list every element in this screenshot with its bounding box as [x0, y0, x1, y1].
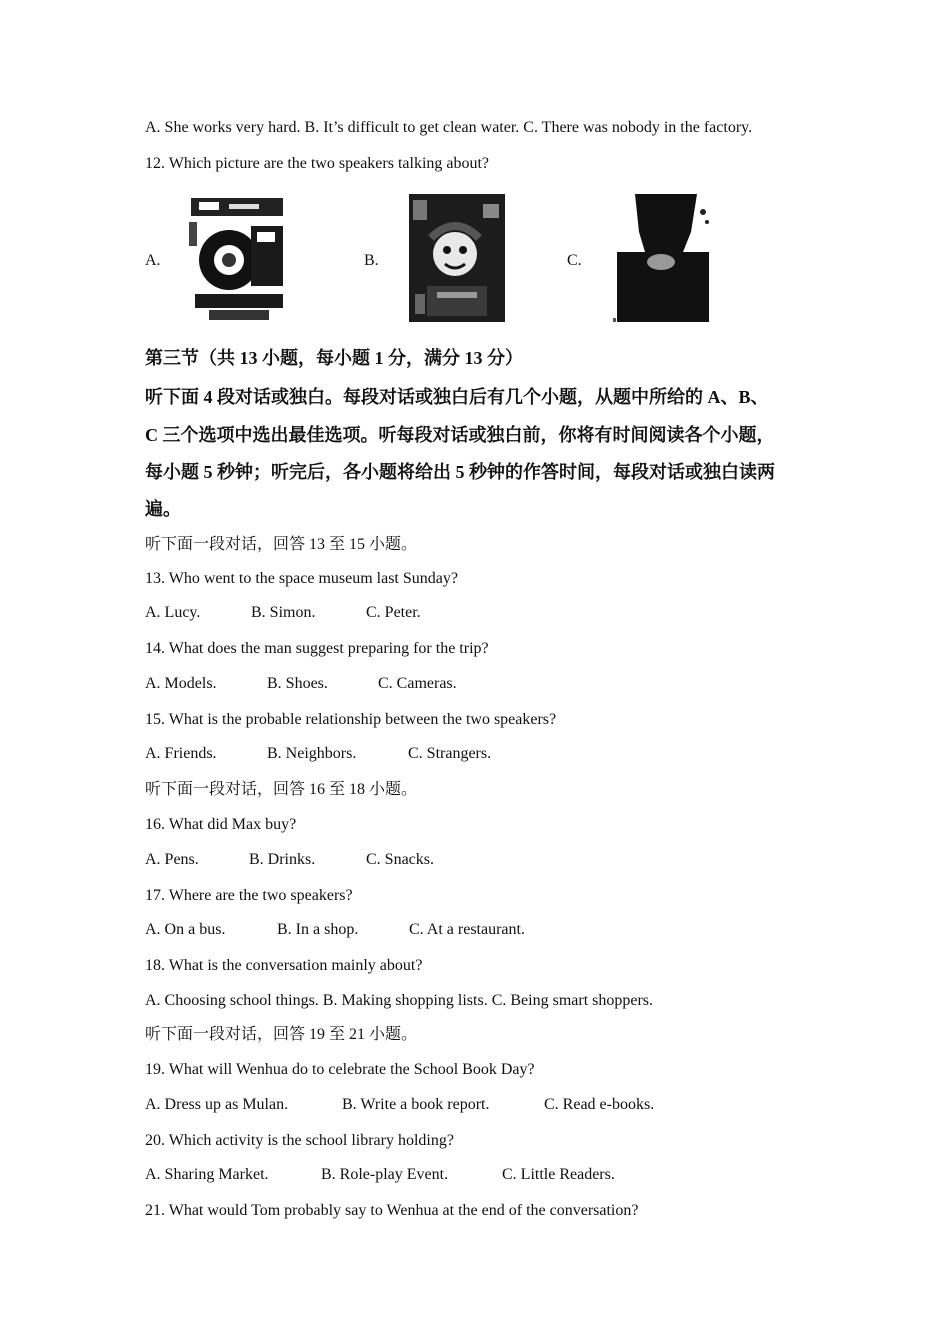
q15-options [145, 744, 491, 764]
q15-question: 15. What is the probable relationship between the two speakers? [145, 711, 557, 728]
q19-option-a[interactable]: A. Dress up as Mulan. [145, 1096, 289, 1113]
q13-options [145, 603, 421, 623]
dialog3-intro: 听下面一段对话，回答 19 至 21 小题。 [145, 1026, 418, 1043]
q16-option-c[interactable]: C. Snacks. [366, 851, 434, 868]
q16-options [145, 850, 434, 870]
section3-instruction-2: C 三个选项中选出最佳选项。听每段对话或独白前，你将有时间阅读各个小题， [145, 425, 775, 445]
picture-a[interactable] [189, 192, 287, 324]
picture-b[interactable] [409, 194, 505, 322]
picture-c[interactable] [613, 192, 713, 324]
q17-option-a[interactable]: A. On a bus. [145, 921, 226, 938]
section3-title: 第三节（共 13 小题，每小题 1 分，满分 13 分） [145, 348, 523, 368]
q20-option-a[interactable]: A. Sharing Market. [145, 1166, 269, 1183]
q20-option-c[interactable]: C. Little Readers. [502, 1166, 615, 1183]
q20-question: 20. Which activity is the school library holding? [145, 1132, 454, 1149]
q16-option-b[interactable]: B. Drinks. [249, 851, 316, 868]
q13-option-a[interactable]: A. Lucy. [145, 604, 201, 621]
section3-instruction-4: 遍。 [145, 499, 181, 519]
q18-question: 18. What is the conversation mainly about? [145, 957, 423, 974]
q16-question: 16. What did Max buy? [145, 816, 297, 833]
q19-question: 19. What will Wenhua do to celebrate the School Book Day? [145, 1061, 535, 1078]
q15-option-b[interactable]: B. Neighbors. [267, 745, 357, 762]
dialog1-intro: 听下面一段对话，回答 13 至 15 小题。 [145, 536, 418, 553]
q12-label-a[interactable]: A. [145, 252, 161, 269]
q20-options [145, 1165, 615, 1185]
q19-option-c[interactable]: C. Read e-books. [544, 1096, 655, 1113]
q13-question: 13. Who went to the space museum last Sunday? [145, 570, 458, 587]
q12-pictures [145, 190, 745, 330]
section3-instruction-3: 每小题 5 秒钟；听完后，各小题将给出 5 秒钟的作答时间，每段对话或独白读两 [145, 462, 775, 482]
q18-options[interactable]: A. Choosing school things. B. Making shopping lists. C. Being smart shoppers. [145, 992, 654, 1009]
q15-option-c[interactable]: C. Strangers. [408, 745, 492, 762]
q17-question: 17. Where are the two speakers? [145, 887, 353, 904]
q14-option-b[interactable]: B. Shoes. [267, 675, 328, 692]
section3-instruction-1: 听下面 4 段对话或独白。每段对话或独白后有几个小题，从题中所给的 A、B、 [145, 387, 769, 407]
q20-option-b[interactable]: B. Role-play Event. [321, 1166, 449, 1183]
q17-option-b[interactable]: B. In a shop. [277, 921, 359, 938]
q14-options [145, 674, 457, 694]
q12-label-c[interactable]: C. [567, 252, 582, 269]
q19-option-b[interactable]: B. Write a book report. [342, 1096, 490, 1113]
q17-option-c[interactable]: C. At a restaurant. [409, 921, 525, 938]
q19-options [145, 1095, 654, 1115]
q21-question: 21. What would Tom probably say to Wenhua at the end of the conversation? [145, 1202, 639, 1219]
q14-option-c[interactable]: C. Cameras. [378, 675, 457, 692]
q16-option-a[interactable]: A. Pens. [145, 851, 199, 868]
q15-option-a[interactable]: A. Friends. [145, 745, 217, 762]
q13-option-b[interactable]: B. Simon. [251, 604, 316, 621]
q14-question: 14. What does the man suggest preparing for the trip? [145, 640, 489, 657]
dialog2-intro: 听下面一段对话，回答 16 至 18 小题。 [145, 781, 418, 798]
q12-label-b[interactable]: B. [364, 252, 379, 269]
q11-options: A. She works very hard. B. It’s difficult to get clean water. C. There was nobody in the factory. [145, 119, 753, 136]
q14-option-a[interactable]: A. Models. [145, 675, 217, 692]
q12-question: 12. Which picture are the two speakers talking about? [145, 155, 490, 172]
q17-options [145, 920, 525, 940]
q13-option-c[interactable]: C. Peter. [366, 604, 421, 621]
